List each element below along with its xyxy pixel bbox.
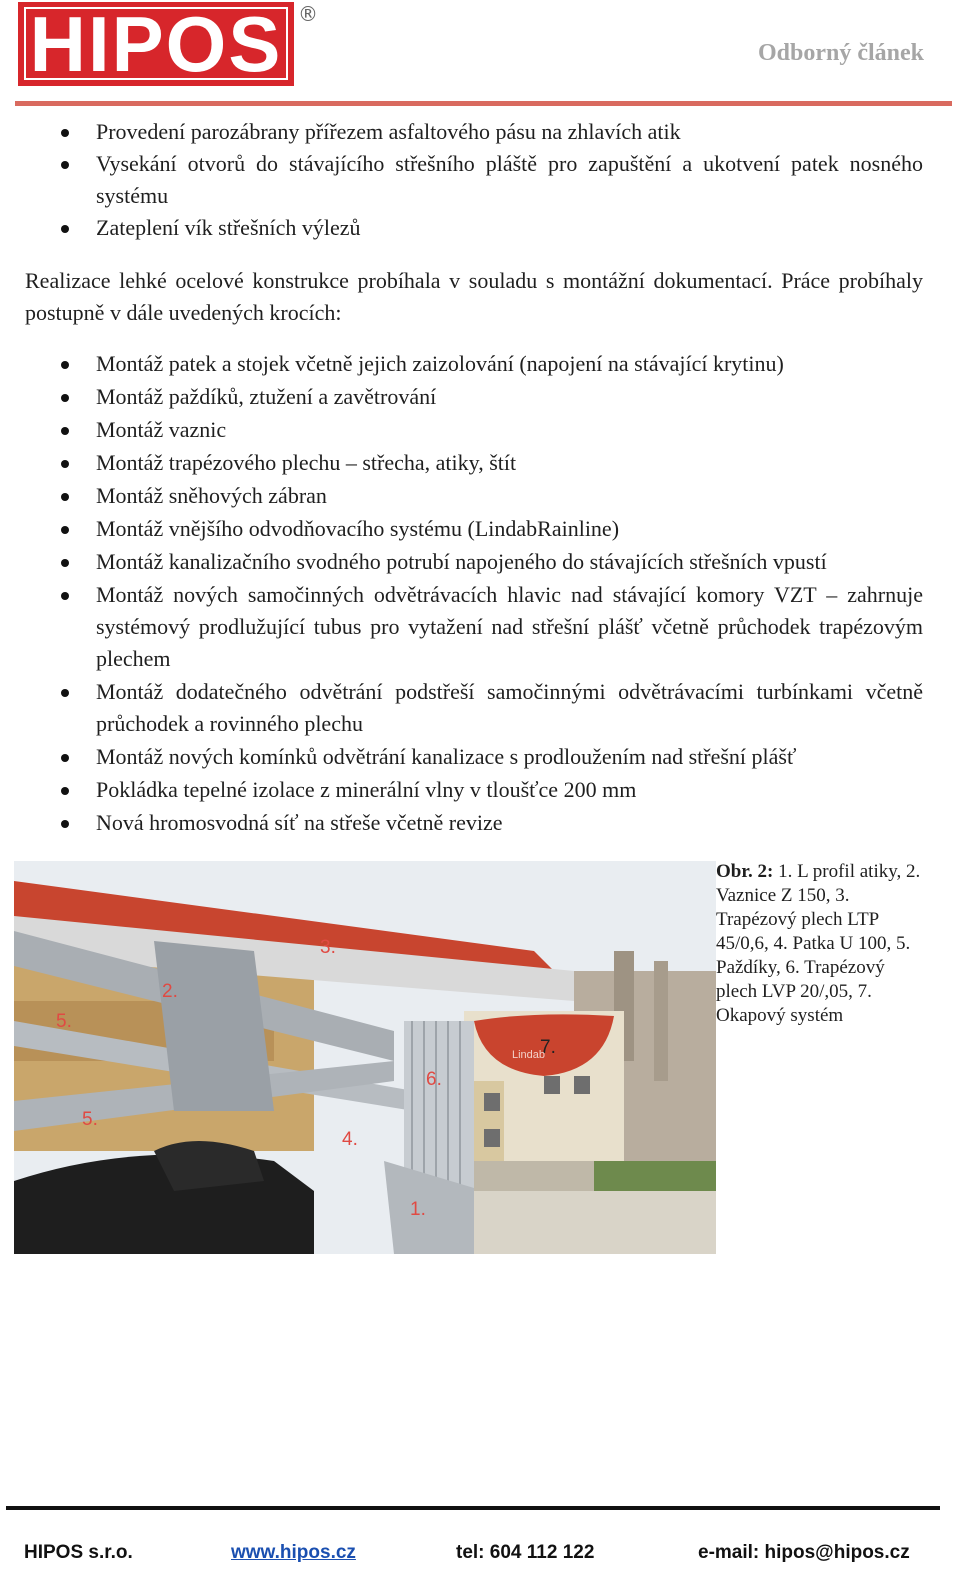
body-paragraph: Realizace lehké ocelové konstrukce probíhala v souladu s montážní dokumentací. Práce probíhaly postupně v dále uvedených krocích:: [25, 268, 923, 325]
roof-construction-photo: [14, 861, 716, 1254]
list-item-text: Montáž dodatečného odvětrání podstřeší samočinnými odvětrávacími turbínkami včetně průchodek a rovinného plechu: [96, 679, 923, 736]
bullet-icon: [61, 427, 69, 435]
bullet-icon: [61, 820, 69, 828]
bullet-icon: [61, 493, 69, 501]
caption-text: 1. L profil atiky, 2. Vaznice Z 150, 3. Trapézový plech LTP 45/0,6, 4. Patka U 100, 5. Paždíky, 6. Trapézový plech LVP 20/,05, 7. Okapový systém: [716, 861, 921, 1026]
list-item: [25, 676, 923, 740]
list-item: [25, 807, 923, 839]
list-item: [25, 513, 923, 545]
list-item: [25, 414, 923, 446]
list-item-text: Montáž trapézového plechu – střecha, atiky, štít: [96, 450, 517, 475]
bullet-icon: [61, 225, 69, 233]
footer-email[interactable]: e-mail: hipos@hipos.cz: [698, 1542, 910, 1563]
list-item: [25, 348, 923, 380]
bullet-icon: [61, 161, 69, 169]
list-item-text: Montáž kanalizačního svodného potrubí napojeného do stávajících střešních vpustí: [96, 549, 827, 574]
bullet-icon: [61, 460, 69, 468]
photo-label: 7.: [540, 1037, 556, 1058]
list-item: [25, 148, 923, 212]
list-item: [25, 381, 923, 413]
footer-company: HIPOS s.r.o.: [24, 1542, 133, 1563]
list-item-text: Montáž vaznic: [96, 417, 227, 442]
list-item: [25, 116, 923, 148]
photo-label: 6.: [426, 1069, 442, 1090]
footer-website-link[interactable]: www.hipos.cz: [231, 1542, 356, 1563]
list-item-text: Zateplení vík střešních výlezů: [96, 215, 361, 240]
bullet-icon: [61, 559, 69, 567]
bullet-icon: [61, 689, 69, 697]
registered-mark: ®: [298, 2, 318, 26]
list-item: [25, 447, 923, 479]
hipos-logo: [18, 2, 294, 86]
section-label: Odborný článek: [757, 40, 924, 66]
photo-illustration: [14, 861, 716, 1254]
bullet-list-preparation: [25, 116, 923, 244]
figure-caption: [716, 860, 926, 1028]
bullet-icon: [61, 361, 69, 369]
photo-label: 3.: [320, 937, 336, 958]
header-divider: [15, 101, 952, 106]
list-item-text: Pokládka tepelné izolace z minerální vlny v tloušťce 200 mm: [96, 777, 637, 802]
list-item-text: Montáž patek a stojek včetně jejich zaizolování (napojení na stávající krytinu): [96, 351, 784, 376]
list-item: [25, 579, 923, 675]
photo-label: 5.: [82, 1109, 98, 1130]
footer-phone: tel: 604 112 122: [456, 1542, 595, 1563]
list-item-text: Provedení parozábrany přířezem asfaltového pásu na zhlavích atik: [96, 119, 681, 144]
list-item: [25, 546, 923, 578]
list-item: [25, 774, 923, 806]
list-item-text: Montáž paždíků, ztužení a zavětrování: [96, 384, 437, 409]
list-item-text: Montáž vnějšího odvodňovacího systému (LindabRainline): [96, 516, 620, 541]
list-item-text: Montáž nových samočinných odvětrávacích hlavic nad stávající komory VZT – zahrnuje systémový prodlužující tubus pro vytažení nad střešní plášť včetně průchodek trapézovým plechem: [96, 582, 923, 671]
bullet-icon: [61, 754, 69, 762]
bullet-icon: [61, 526, 69, 534]
photo-label: 4.: [342, 1129, 358, 1150]
bullet-list-steps: [25, 348, 923, 840]
list-item: [25, 212, 923, 244]
list-item-text: Vysekání otvorů do stávajícího střešního pláště pro zapuštění a ukotvení patek nosného systému: [96, 151, 923, 208]
bullet-icon: [61, 592, 69, 600]
photo-label: 1.: [410, 1199, 426, 1220]
list-item-text: Montáž nových komínků odvětrání kanalizace s prodloužením nad střešní plášť: [96, 744, 797, 769]
photo-label: 5.: [56, 1011, 72, 1032]
list-item: [25, 741, 923, 773]
list-item: [25, 480, 923, 512]
photo-label: 2.: [162, 981, 178, 1002]
logo-text: HIPOS: [29, 2, 283, 86]
bullet-icon: [61, 394, 69, 402]
footer: [0, 1540, 960, 1568]
caption-label: Obr. 2:: [716, 861, 774, 882]
list-item-text: Montáž sněhových zábran: [96, 483, 327, 508]
gutter-brand-text: Lindab: [512, 1049, 546, 1061]
list-item-text: Nová hromosvodná síť na střeše včetně revize: [96, 810, 503, 835]
bullet-icon: [61, 129, 69, 137]
footer-divider: [6, 1506, 940, 1510]
bullet-icon: [61, 787, 69, 795]
